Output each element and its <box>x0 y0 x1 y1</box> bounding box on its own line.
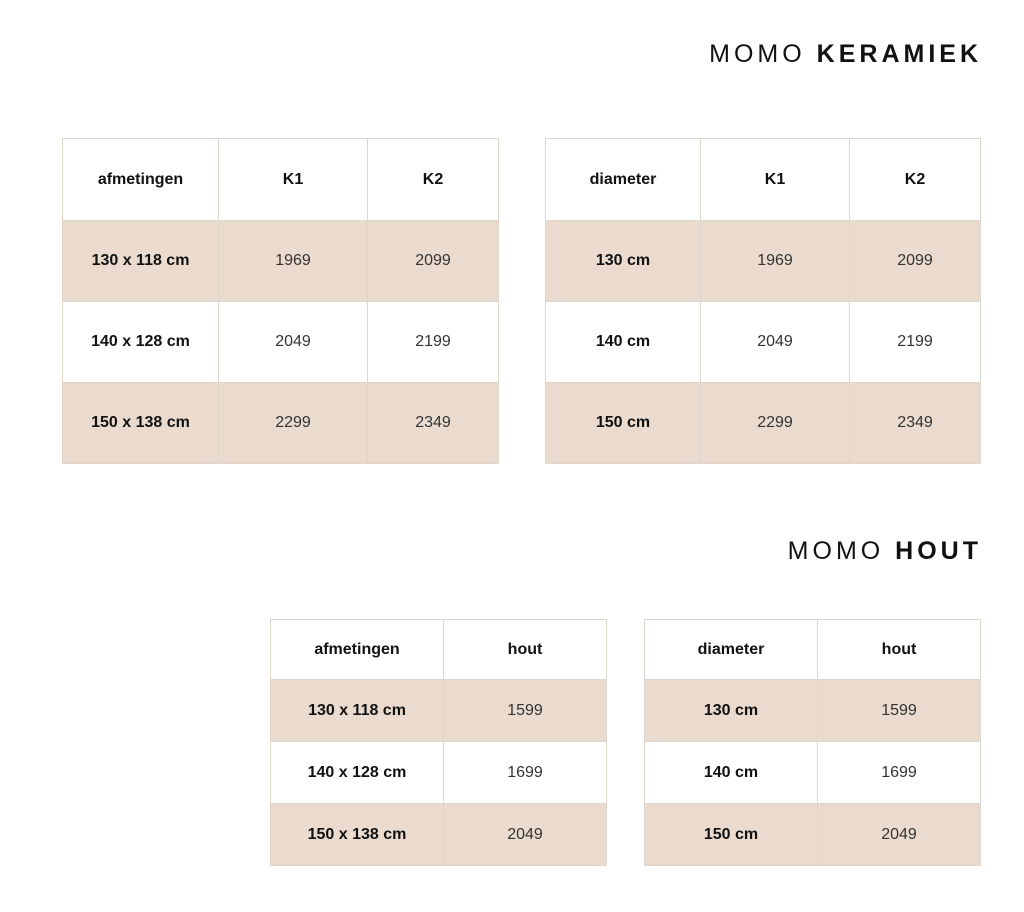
price-cell: 1969 <box>701 221 850 302</box>
table-row <box>546 302 981 383</box>
size-cell: 140 cm <box>645 742 818 804</box>
title-keramiek-light: MOMO <box>709 40 806 68</box>
header-cell: K1 <box>219 139 368 221</box>
price-cell: 2049 <box>444 804 607 866</box>
price-cell: 1969 <box>219 221 368 302</box>
size-cell: 150 cm <box>546 383 701 464</box>
table-row <box>546 383 981 464</box>
table-row <box>546 221 981 302</box>
size-cell: 150 x 138 cm <box>271 804 444 866</box>
table-row <box>63 383 499 464</box>
size-cell: 130 x 118 cm <box>271 680 444 742</box>
header-cell: K2 <box>850 139 981 221</box>
size-cell: 140 x 128 cm <box>63 302 219 383</box>
price-cell: 1699 <box>444 742 607 804</box>
table-row <box>645 680 981 742</box>
section-title-keramiek <box>709 40 982 69</box>
size-cell: 130 cm <box>546 221 701 302</box>
table-header-row <box>546 139 981 221</box>
table-header-row <box>271 620 607 680</box>
price-cell: 2199 <box>368 302 499 383</box>
size-cell: 150 x 138 cm <box>63 383 219 464</box>
price-cell: 2349 <box>368 383 499 464</box>
keramiek-diameter-table <box>545 138 981 464</box>
header-cell: K2 <box>368 139 499 221</box>
price-cell: 2299 <box>701 383 850 464</box>
price-cell: 1599 <box>818 680 981 742</box>
header-cell: afmetingen <box>63 139 219 221</box>
price-cell: 2049 <box>701 302 850 383</box>
header-cell: hout <box>444 620 607 680</box>
header-cell: K1 <box>701 139 850 221</box>
price-cell: 1599 <box>444 680 607 742</box>
price-cell: 2099 <box>850 221 981 302</box>
table-row <box>645 742 981 804</box>
section-title-hout <box>788 537 982 566</box>
table-row <box>63 302 499 383</box>
price-cell: 2049 <box>219 302 368 383</box>
header-cell: afmetingen <box>271 620 444 680</box>
size-cell: 130 cm <box>645 680 818 742</box>
header-cell: diameter <box>546 139 701 221</box>
table-row <box>271 680 607 742</box>
size-cell: 130 x 118 cm <box>63 221 219 302</box>
hout-diameter-table <box>644 619 981 866</box>
size-cell: 140 cm <box>546 302 701 383</box>
size-cell: 140 x 128 cm <box>271 742 444 804</box>
table-row <box>271 742 607 804</box>
header-cell: diameter <box>645 620 818 680</box>
price-cell: 1699 <box>818 742 981 804</box>
price-cell: 2299 <box>219 383 368 464</box>
table-row <box>645 804 981 866</box>
hout-afmetingen-table <box>270 619 607 866</box>
price-cell: 2349 <box>850 383 981 464</box>
title-hout-bold: HOUT <box>895 537 982 565</box>
table-header-row <box>645 620 981 680</box>
title-keramiek-bold: KERAMIEK <box>816 40 982 68</box>
price-cell: 2099 <box>368 221 499 302</box>
header-cell: hout <box>818 620 981 680</box>
table-row <box>63 221 499 302</box>
table-header-row <box>63 139 499 221</box>
size-cell: 150 cm <box>645 804 818 866</box>
table-row <box>271 804 607 866</box>
keramiek-afmetingen-table <box>62 138 499 464</box>
price-cell: 2049 <box>818 804 981 866</box>
price-cell: 2199 <box>850 302 981 383</box>
title-hout-light: MOMO <box>787 537 885 565</box>
